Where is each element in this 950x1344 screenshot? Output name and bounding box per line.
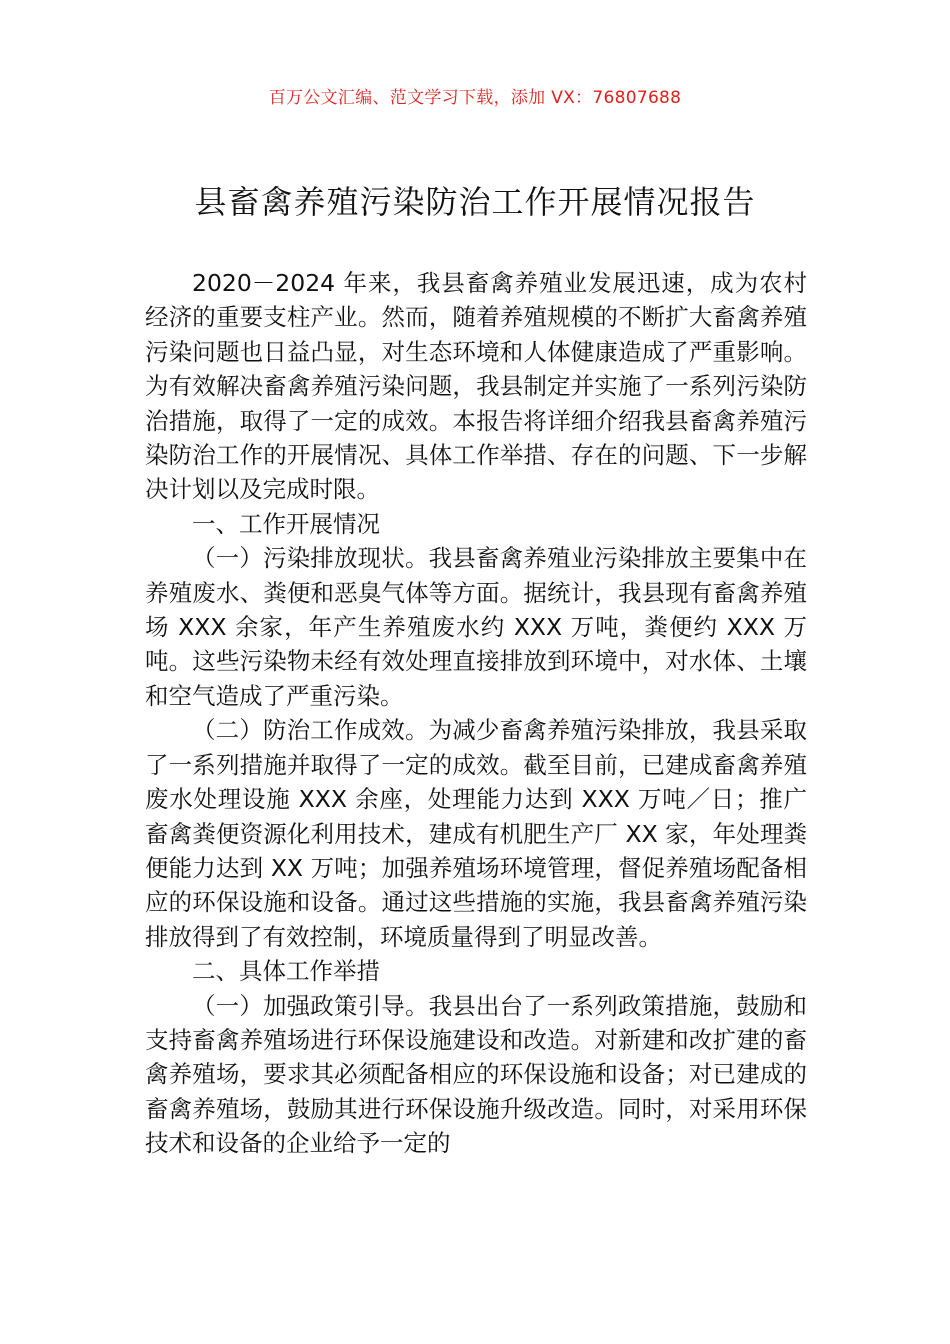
section-heading-2: 二、具体工作举措 (192, 957, 380, 986)
paragraph-policy-guidance: （一）加强政策引导。我县出台了一系列政策措施，鼓励和支持畜禽养殖场进行环保设施建设和改造。对新建和改扩建的畜禽养殖场，要求其必须配备相应的环保设施和设备；对已建成的畜禽养殖场，鼓励其进行环保设施升级改造。同时，对采用环保技术和设备的企业给予一定的 (145, 991, 807, 1158)
paragraph-prevention-results: （二）防治工作成效。为减少畜禽养殖污染排放，我县采取了一系列措施并取得了一定的成效。截至目前，已建成畜禽养殖废水处理设施 XXX 余座，处理能力达到 XXX 万吨／日；推广畜禽粪便资源化利用技术，建成有机肥生产厂 XX 家，年处理粪便能力达到 XX 万吨；加强养殖场环境管理，督促养殖场配备相应的环保设施和设备。通过这些措施的实施，我县畜禽养殖污染排放得到了有效控制，环境质量得到了明显改善。 (145, 716, 807, 951)
document-title: 县畜禽养殖污染防治工作开展情况报告 (194, 183, 756, 221)
paragraph-pollution-status: （一）污染排放现状。我县畜禽养殖业污染排放主要集中在养殖废水、粪便和恶臭气体等方面。据统计，我县现有畜禽养殖场 XXX 余家，年产生养殖废水约 XXX 万吨，粪便约 XXX 万吨。这些污染物未经有效处理直接排放到环境中，对水体、土壤和空气造成了严重污染。 (145, 544, 807, 710)
section-heading-1: 一、工作开展情况 (192, 509, 380, 538)
header-note: 百万公文汇编、范文学习下载，添加 VX：76807688 (268, 88, 682, 108)
document-body (145, 266, 807, 1161)
paragraph-intro: 2020－2024 年来，我县畜禽养殖业发展迅速，成为农村经济的重要支柱产业。然而，随着养殖规模的不断扩大畜禽养殖污染问题也日益凸显，对生态环境和人体健康造成了严重影响。为有效解决畜禽养殖污染问题，我县制定并实施了一系列污染防治措施，取得了一定的成效。本报告将详细介绍我县畜禽养殖污染防治工作的开展情况、具体工作举措、存在的问题、下一步解决计划以及完成时限。 (145, 269, 807, 504)
